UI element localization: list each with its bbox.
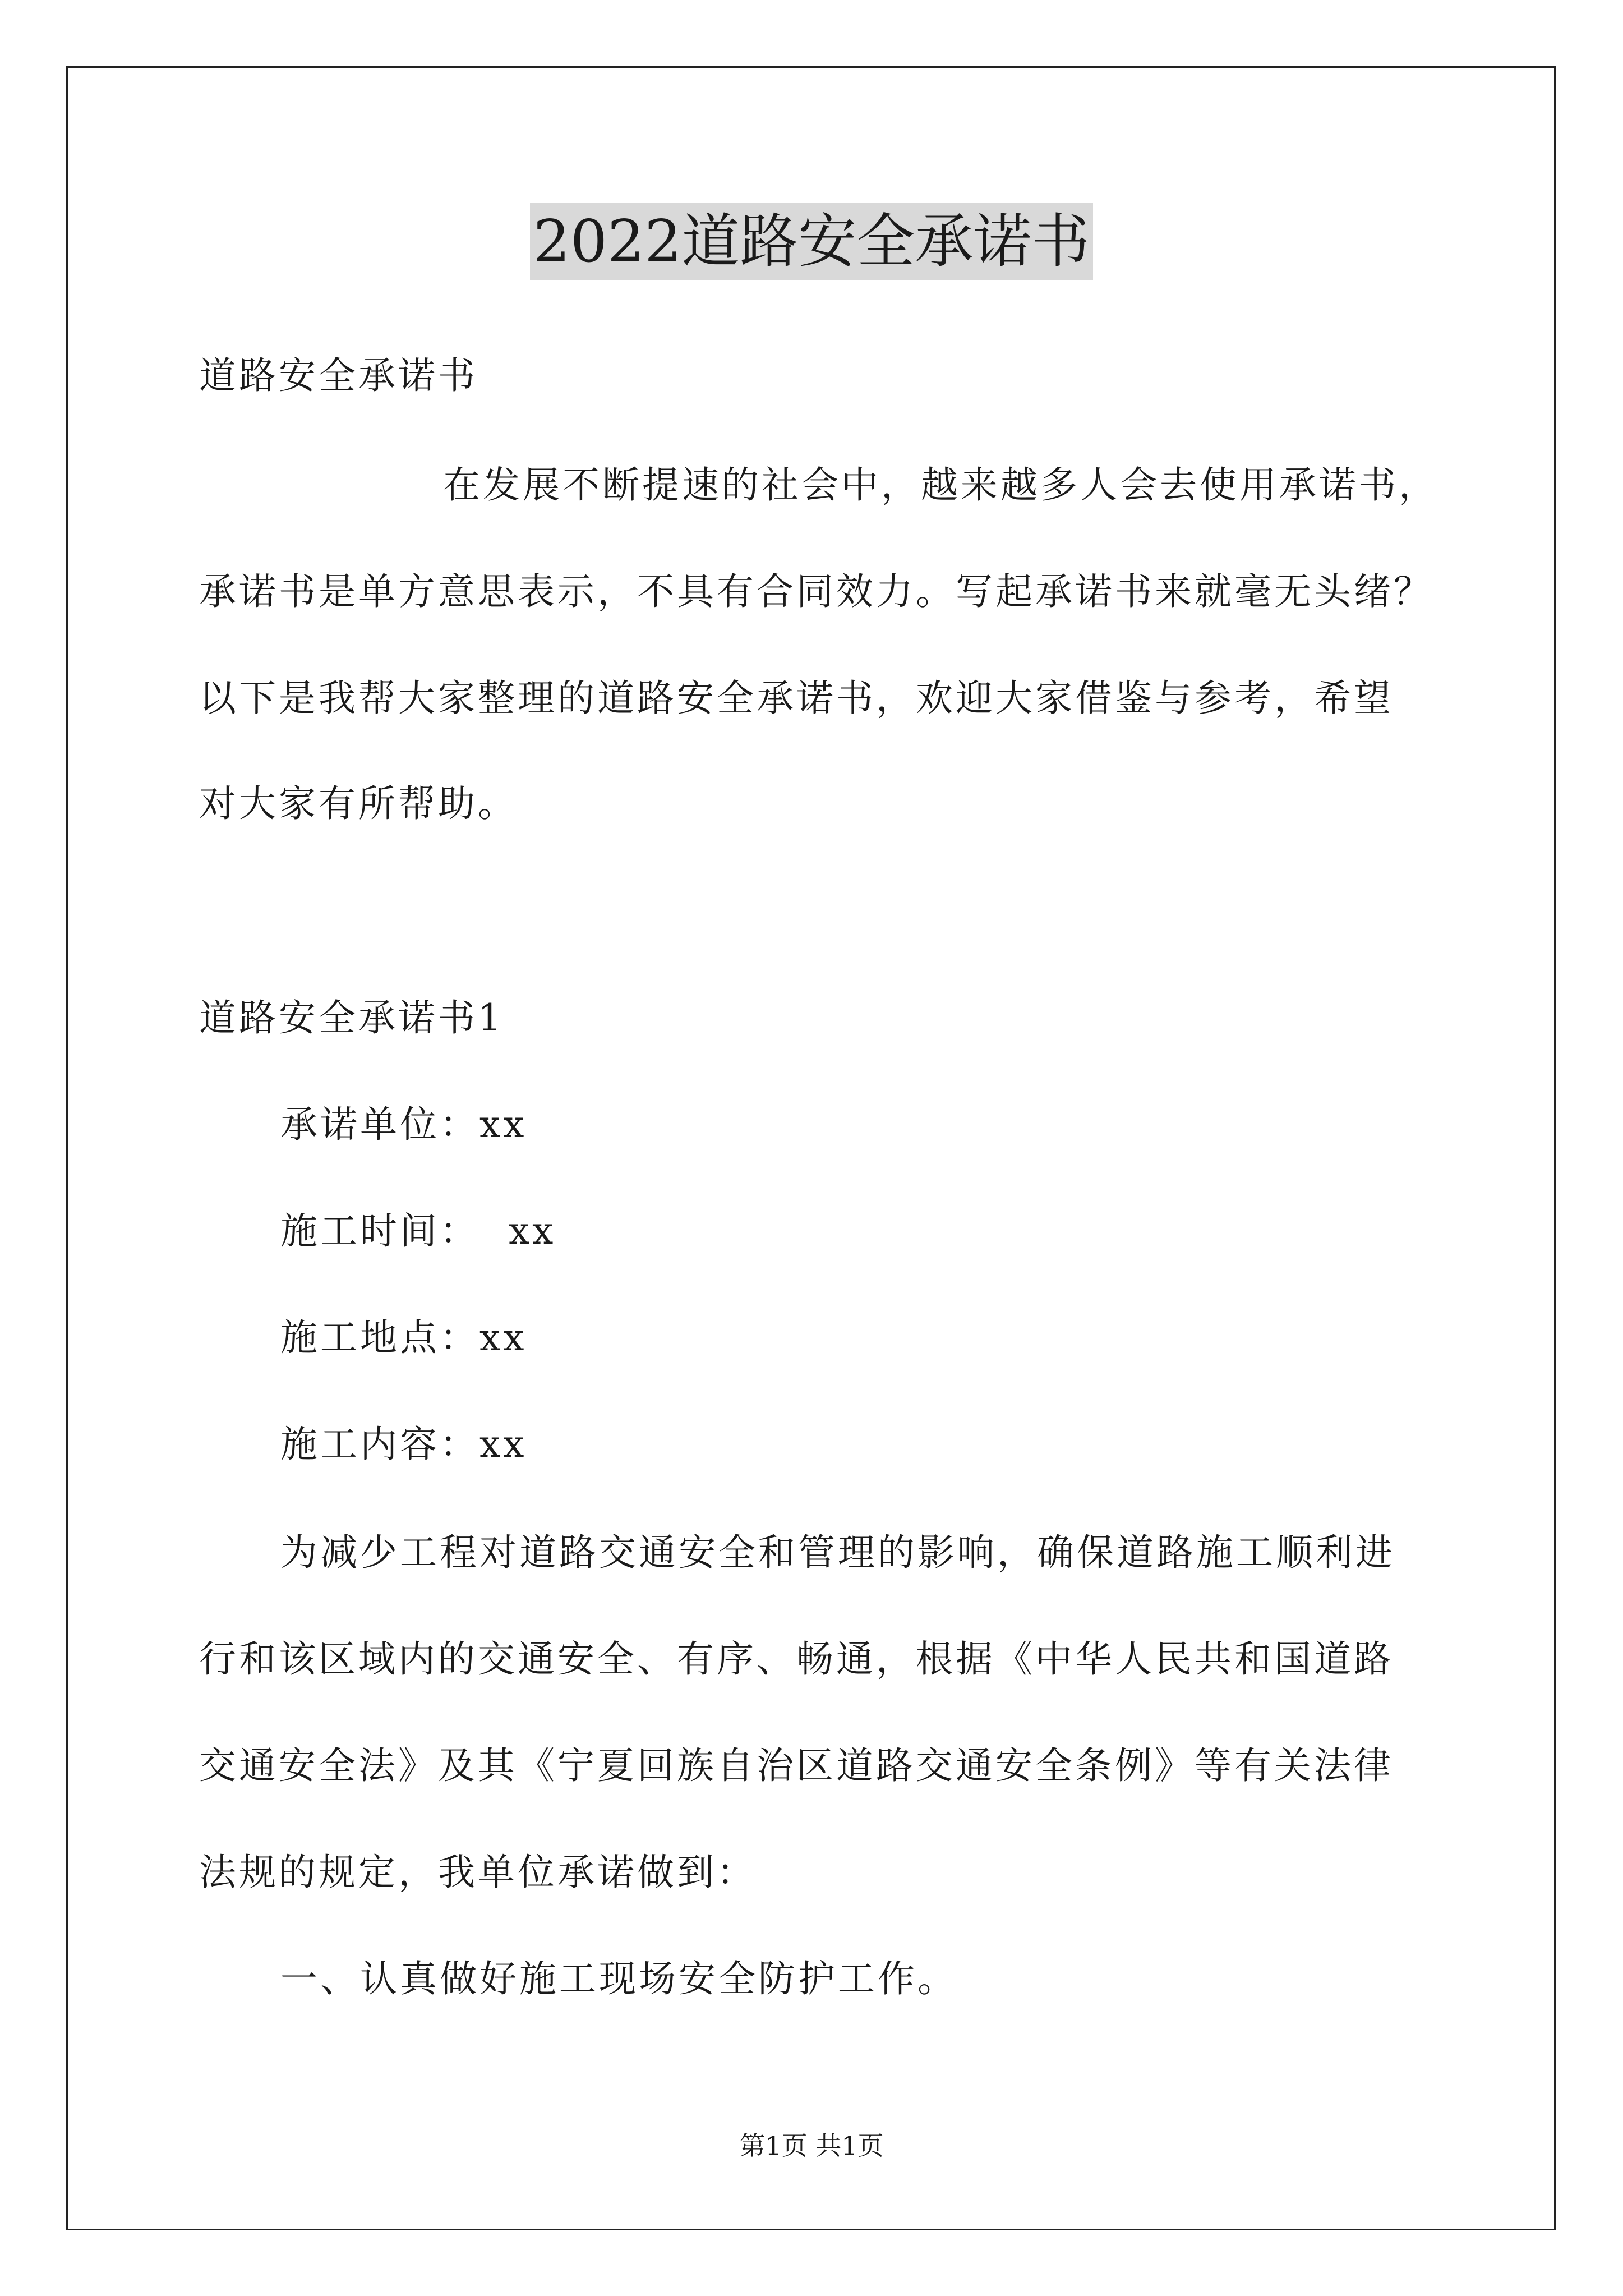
field-line: 施工地点：xx bbox=[280, 1316, 527, 1359]
document-title-text: 2022道路安全承诺书 bbox=[530, 203, 1094, 280]
page-footer: 第1页 共1页 bbox=[739, 2131, 884, 2161]
document-title bbox=[0, 202, 1623, 280]
body-line: 在发展不断提速的社会中，越来越多人会去使用承诺书， bbox=[443, 463, 1438, 507]
body-line: 交通安全法》及其《宁夏回族自治区道路交通安全条例》等有关法律 bbox=[199, 1744, 1394, 1787]
body-line: 一、认真做好施工现场安全防护工作。 bbox=[280, 1957, 957, 2000]
field-line: 施工内容：xx bbox=[280, 1423, 527, 1466]
body-line: 承诺书是单方意思表示，不具有合同效力。写起承诺书来就毫无头绪？ bbox=[199, 570, 1433, 613]
body-line: 行和该区域内的交通安全、有序、畅通，根据《中华人民共和国道路 bbox=[199, 1637, 1394, 1681]
body-line: 法规的规定，我单位承诺做到： bbox=[199, 1851, 757, 1894]
subtitle-line: 道路安全承诺书 bbox=[199, 354, 478, 397]
body-line: 对大家有所帮助。 bbox=[199, 782, 518, 825]
field-line: 承诺单位：xx bbox=[280, 1103, 527, 1146]
section-heading: 道路安全承诺书1 bbox=[199, 996, 504, 1039]
body-line: 为减少工程对道路交通安全和管理的影响，确保道路施工顺利进 bbox=[280, 1531, 1395, 1574]
body-line: 以下是我帮大家整理的道路安全承诺书，欢迎大家借鉴与参考，希望 bbox=[199, 677, 1394, 720]
field-line: 施工时间： xx bbox=[280, 1209, 556, 1253]
